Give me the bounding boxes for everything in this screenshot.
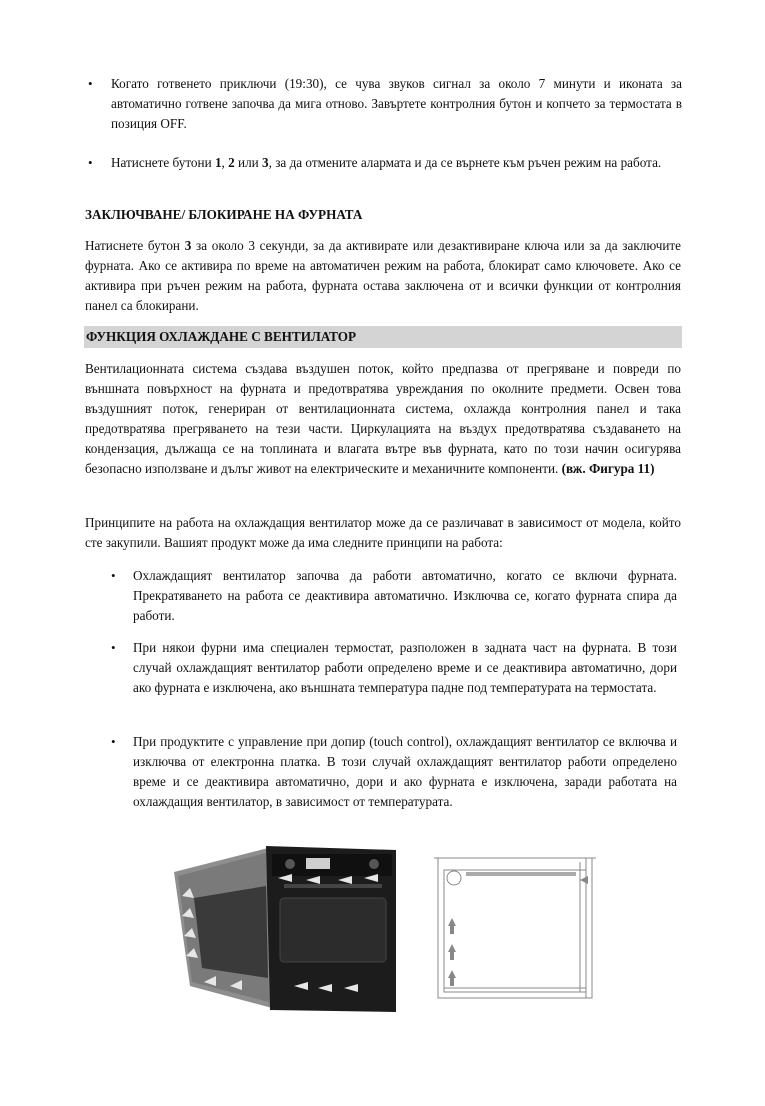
button-number: 1	[214, 155, 222, 170]
fan-icon	[447, 871, 461, 885]
fan-paragraph-2: Принципите на работа на охлаждащия вентилатор може да се различават в зависимост от модела, който сте закупили. Вашият продукт може да има следните принципи на работа:	[85, 515, 681, 550]
text-run: за около 3 секунди, за да активирате или дезактивиране ключа или за да заключите фурната. Ако се активира по време на автоматичен режим на работа, блокират само ключовете. Ако се активира при ръчен режим на работа, фурната остава заключена от и всички функции от контролния панел са блокирани.	[85, 238, 682, 313]
text-run: Натиснете бутон	[85, 238, 185, 253]
bullet-text: При някои фурни има специален термостат, разположен в задната част на фурната. В този случай охлаждащият вентилатор работи определено време и се деактивира автоматично, дори ако фурната е изключена, ако външната температура падне под температурата на термостата.	[133, 640, 677, 695]
section-heading-lock: ЗАКЛЮЧВАНЕ/ БЛОКИРАНЕ НА ФУРНАТА	[85, 207, 363, 222]
diagram-cavity	[444, 870, 586, 992]
arrow-icon-stem	[450, 978, 454, 986]
arrow-icon-stem	[450, 952, 454, 960]
section-heading-band	[84, 326, 682, 348]
section-heading-fan: ФУНКЦИЯ ОХЛАЖДАНЕ С ВЕНТИЛАТОР	[86, 329, 357, 344]
oven-cross-section-image	[430, 852, 600, 1004]
arrow-icon	[448, 944, 456, 952]
knob-icon	[285, 859, 295, 869]
bullet-symbol: •	[111, 568, 116, 583]
lock-paragraph	[85, 236, 681, 316]
oven-airflow-image	[168, 836, 416, 1012]
text-run: , за да отмените алармата и да се върнете към ръчен режим на работа.	[268, 155, 662, 170]
arrow-icon	[448, 918, 456, 926]
diagram-flow-markers	[448, 872, 588, 986]
bullet-symbol: •	[111, 640, 116, 655]
display-icon	[306, 858, 330, 869]
text-run: Вентилационната система създава въздушен поток, който предпазва от прегряване и повреди по външната повърхност на фурната и предотвратява увреждания по околните предмети. Освен това въздушният поток, генериран от вентилационната система, охлажда контролния панел и така предотвратява прегряването на тези части. Циркулацията на въздух предотвратява създаването на кондензация, дължаща се на топлината и влагата вътре във фурната, като по този начин осигурява безопасно използване и дълъг живот на електрическите и механичните компоненти.	[85, 361, 681, 476]
bullet-text: Когато готвенето приключи (19:30), се чува звуков сигнал за около 7 минути и иконата за автоматично готвене започва да мига отново. Завъртете контролния бутон и копчето за термостата в позиция OFF.	[111, 76, 682, 131]
arrow-icon	[448, 970, 456, 978]
fan-paragraph-1	[85, 359, 681, 479]
arrow-icon	[580, 876, 588, 884]
bullet-symbol: •	[111, 734, 116, 749]
oven-door-window	[280, 898, 386, 962]
diagram-air-channel	[466, 872, 576, 876]
oven-cavity	[194, 886, 268, 978]
arrow-icon-stem	[450, 926, 454, 934]
text-run: Натиснете бутони	[111, 155, 215, 170]
knob-icon	[369, 859, 379, 869]
text-run: или	[234, 155, 263, 170]
bullet-symbol: •	[88, 155, 93, 170]
bullet-text: При продуктите с управление при допир (touch control), охлаждащият вентилатор се включва и изключва от електронна платка. В този случай охлаждащият вентилатор работи определено време и се деактивира автоматично, дори и ако фурната е изключена, заради работата на охлаждащия вентилатор, в зависимост от температурата.	[133, 734, 677, 809]
button-number: 3	[262, 155, 269, 170]
button-number: 2	[228, 155, 235, 170]
bullet-text	[111, 153, 682, 173]
bullet-symbol: •	[88, 76, 93, 91]
oven-handle	[284, 884, 382, 888]
bullet-text: Охлаждащият вентилатор започва да работи автоматично, когато се включи фурната. Прекратяването на работа се деактивира автоматично. Изключва се, когато фурната спира да работи.	[133, 568, 677, 623]
figure-reference: (вж. Фигура 11)	[561, 461, 655, 476]
button-number: 3	[184, 238, 192, 253]
text-run: ,	[221, 155, 229, 170]
